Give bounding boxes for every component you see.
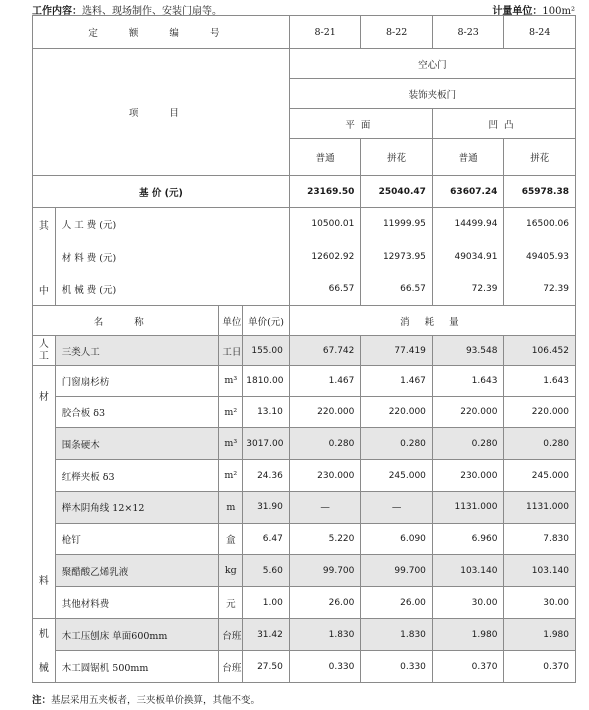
fee-row xyxy=(33,274,576,306)
base-price-label: 基 价 (元) xyxy=(33,176,290,208)
category-machine xyxy=(33,619,56,683)
fee-value: 14499.94 xyxy=(432,208,504,241)
category-machine-char: 机 xyxy=(38,629,49,640)
unit-col-label: 单位 xyxy=(219,306,243,336)
consumption-value: 220.000 xyxy=(432,396,504,428)
name-col-label: 名 称 xyxy=(33,306,219,336)
category-material xyxy=(33,366,56,619)
resource-name: 木工圆锯机 500mm xyxy=(55,651,219,683)
consumption-value: 6.960 xyxy=(432,523,504,555)
fee-value: 49405.93 xyxy=(504,241,576,274)
resource-price: 1810.00 xyxy=(243,366,290,397)
consumption-value: 1.467 xyxy=(289,366,361,397)
consumption-value: 1.830 xyxy=(361,619,433,651)
resource-unit: 台班 xyxy=(219,651,243,683)
material-row xyxy=(33,587,576,619)
quota-code: 8-22 xyxy=(361,16,433,49)
item-label: 项 目 xyxy=(33,49,290,176)
resource-price: 31.90 xyxy=(243,491,290,523)
resource-name: 榉木阴角线 12×12 xyxy=(55,491,219,523)
fee-value: 12602.92 xyxy=(289,241,361,274)
work-content-label: 工作内容： xyxy=(32,6,82,17)
fee-row xyxy=(33,241,576,274)
category-material-char: 材 xyxy=(38,392,49,403)
fee-value: 16500.06 xyxy=(504,208,576,241)
fee-label: 机 械 费 (元) xyxy=(55,274,289,306)
material-row xyxy=(33,555,576,587)
resource-unit: 台班 xyxy=(219,619,243,651)
resource-unit: m³ xyxy=(219,428,243,460)
material-row xyxy=(33,460,576,492)
consumption-value: 220.000 xyxy=(504,396,576,428)
resource-name: 三类人工 xyxy=(55,336,219,366)
resource-unit: m² xyxy=(219,460,243,492)
consumption-value: — xyxy=(289,491,361,523)
consumption-value: 30.00 xyxy=(504,587,576,619)
base-price-row xyxy=(33,176,576,208)
resource-price: 24.36 xyxy=(243,460,290,492)
fee-value: 72.39 xyxy=(432,274,504,306)
group-decor-plywood-door: 装饰夹板门 xyxy=(289,79,575,109)
labor-row xyxy=(33,336,576,366)
consumption-value: 220.000 xyxy=(361,396,433,428)
consumption-value: 1131.000 xyxy=(504,491,576,523)
sub-flat: 平面 xyxy=(289,109,432,139)
consumption-value: 1.643 xyxy=(504,366,576,397)
consumption-value: 0.370 xyxy=(432,651,504,683)
resource-price: 31.42 xyxy=(243,619,290,651)
fee-value: 66.57 xyxy=(289,274,361,306)
resource-unit: m xyxy=(219,491,243,523)
consumption-value: 26.00 xyxy=(289,587,361,619)
variant-label: 普通 xyxy=(432,139,504,176)
resource-price: 155.00 xyxy=(243,336,290,366)
consumption-value: 0.280 xyxy=(432,428,504,460)
fee-value: 72.39 xyxy=(504,274,576,306)
fee-value: 11999.95 xyxy=(361,208,433,241)
resource-name: 聚醋酸乙烯乳液 xyxy=(55,555,219,587)
resource-name: 红榉夹板 δ3 xyxy=(55,460,219,492)
variant-label: 拼花 xyxy=(361,139,433,176)
fee-value: 49034.91 xyxy=(432,241,504,274)
consumption-value: 245.000 xyxy=(361,460,433,492)
resource-name: 木工压刨床 单面600mm xyxy=(55,619,219,651)
footnote-label: 注： xyxy=(32,695,52,706)
consumption-value: 106.452 xyxy=(504,336,576,366)
among-label-top: 其 xyxy=(33,208,56,241)
consumption-value: 0.330 xyxy=(289,651,361,683)
resource-name: 围条硬木 xyxy=(55,428,219,460)
measure-unit-value: 100m² xyxy=(542,6,575,17)
consumption-value: 1.980 xyxy=(432,619,504,651)
category-labor-char: 人 xyxy=(38,338,49,350)
category-material-char: 料 xyxy=(38,576,49,587)
consumption-value: 230.000 xyxy=(432,460,504,492)
resource-unit: m³ xyxy=(219,366,243,397)
consumption-value: 0.280 xyxy=(361,428,433,460)
consumption-value: 103.140 xyxy=(504,555,576,587)
resource-name: 胶合板 δ3 xyxy=(55,396,219,428)
fee-label: 人 工 费 (元) xyxy=(55,208,289,241)
consumption-value: 0.330 xyxy=(361,651,433,683)
consumption-value: 1131.000 xyxy=(432,491,504,523)
resource-unit: 工日 xyxy=(219,336,243,366)
base-price-value: 63607.24 xyxy=(432,176,504,208)
resource-price: 3017.00 xyxy=(243,428,290,460)
fee-value: 66.57 xyxy=(361,274,433,306)
material-row xyxy=(33,396,576,428)
category-labor-char: 工 xyxy=(38,350,49,362)
quota-table xyxy=(32,15,576,683)
price-col-label: 单价(元) xyxy=(243,306,290,336)
resource-price: 13.10 xyxy=(243,396,290,428)
consumption-value: 0.280 xyxy=(504,428,576,460)
consumption-value: 1.830 xyxy=(289,619,361,651)
material-row xyxy=(33,491,576,523)
consumption-value: 99.700 xyxy=(289,555,361,587)
consumption-value: 77.419 xyxy=(361,336,433,366)
fee-row xyxy=(33,208,576,241)
consumption-value: 1.980 xyxy=(504,619,576,651)
resource-name: 门窗扇杉枋 xyxy=(55,366,219,397)
quota-code-row xyxy=(33,16,576,49)
resource-name: 其他材料费 xyxy=(55,587,219,619)
consumption-value: 7.830 xyxy=(504,523,576,555)
base-price-value: 25040.47 xyxy=(361,176,433,208)
consumption-value: 30.00 xyxy=(432,587,504,619)
base-price-value: 23169.50 xyxy=(289,176,361,208)
consumption-value: 245.000 xyxy=(504,460,576,492)
consumption-header-row xyxy=(33,306,576,336)
resource-price: 5.60 xyxy=(243,555,290,587)
consumption-value: 99.700 xyxy=(361,555,433,587)
machine-row xyxy=(33,651,576,683)
consumption-value: 230.000 xyxy=(289,460,361,492)
resource-price: 1.00 xyxy=(243,587,290,619)
fee-value: 10500.01 xyxy=(289,208,361,241)
footnote xyxy=(32,692,260,706)
material-row xyxy=(33,428,576,460)
consumption-value: 0.370 xyxy=(504,651,576,683)
consumption-value: 93.548 xyxy=(432,336,504,366)
resource-unit: 元 xyxy=(219,587,243,619)
consumption-value: 6.090 xyxy=(361,523,433,555)
category-machine-char: 械 xyxy=(38,663,49,674)
variant-label: 普通 xyxy=(289,139,361,176)
resource-price: 6.47 xyxy=(243,523,290,555)
resource-unit: m² xyxy=(219,396,243,428)
quota-code: 8-24 xyxy=(504,16,576,49)
work-content-text: 选料、现场制作、安装门扇等。 xyxy=(82,6,222,17)
resource-unit: 盒 xyxy=(219,523,243,555)
footnote-text: 基层采用五夹板者，三夹板单价换算，其他不变。 xyxy=(51,695,261,706)
quota-code: 8-23 xyxy=(432,16,504,49)
among-label-bottom: 中 xyxy=(33,274,56,306)
consumption-value: 67.742 xyxy=(289,336,361,366)
resource-unit: kg xyxy=(219,555,243,587)
variant-label: 拼花 xyxy=(504,139,576,176)
quota-code: 8-21 xyxy=(289,16,361,49)
material-row xyxy=(33,523,576,555)
consumption-value: 220.000 xyxy=(289,396,361,428)
among-spacer xyxy=(33,241,56,274)
base-price-value: 65978.38 xyxy=(504,176,576,208)
category-labor xyxy=(33,336,56,366)
sub-relief: 凹凸 xyxy=(432,109,575,139)
consumption-value: 5.220 xyxy=(289,523,361,555)
consumption-value: 1.643 xyxy=(432,366,504,397)
consumption-value: 26.00 xyxy=(361,587,433,619)
consumption-value: 0.280 xyxy=(289,428,361,460)
measure-unit-label: 计量单位： xyxy=(492,6,543,17)
consumption-value: — xyxy=(361,491,433,523)
quota-code-label: 定 额 编 号 xyxy=(33,16,290,49)
resource-name: 枪钉 xyxy=(55,523,219,555)
material-row xyxy=(33,366,576,397)
machine-row xyxy=(33,619,576,651)
consumption-value: 103.140 xyxy=(432,555,504,587)
fee-value: 12973.95 xyxy=(361,241,433,274)
consumption-value: 1.467 xyxy=(361,366,433,397)
group-hollow-door: 空心门 xyxy=(289,49,575,79)
fee-label: 材 料 费 (元) xyxy=(55,241,289,274)
consumption-label: 消 耗 量 xyxy=(289,306,575,336)
resource-price: 27.50 xyxy=(243,651,290,683)
